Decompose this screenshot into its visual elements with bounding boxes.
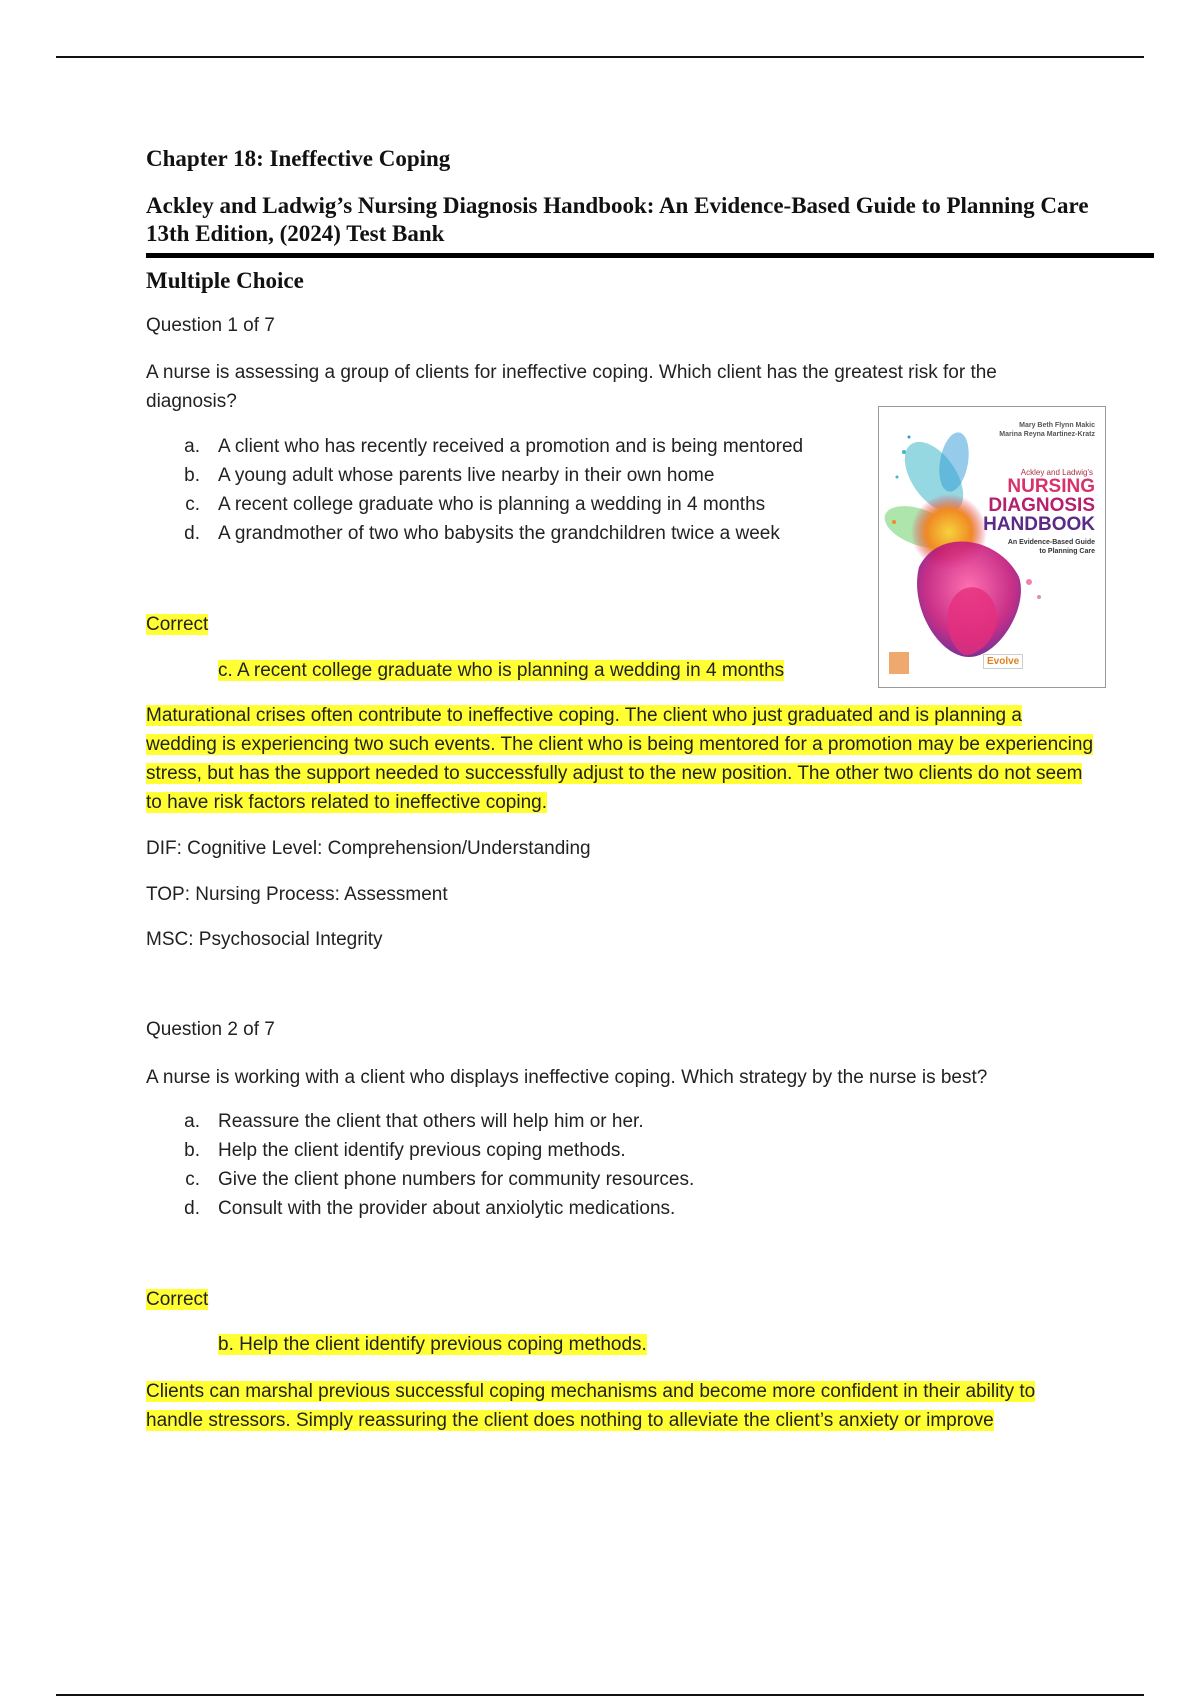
- option-text: A young adult whose parents live nearby in their own home: [218, 465, 715, 486]
- chapter-title: Chapter 18: Ineffective Coping: [146, 146, 451, 171]
- option-text: Help the client identify previous coping methods.: [218, 1140, 626, 1161]
- title-divider: [146, 253, 1154, 258]
- cover-series: Ackley and Ladwig's: [1020, 468, 1093, 477]
- question-1-stem: A nurse is assessing a group of clients for ineffective coping. Which client has the greatest risk for the diagnosis?: [146, 362, 997, 412]
- option-d: [146, 1194, 694, 1223]
- cover-subtitle-line-2: to Planning Care: [1039, 548, 1095, 555]
- rationale: [146, 701, 1096, 817]
- question-2-label: Question 2 of 7: [146, 1019, 275, 1040]
- cover-title-line-3: HANDBOOK: [983, 514, 1095, 535]
- cover-author-1: Mary Beth Flynn Makic: [1019, 422, 1095, 429]
- cover-title-line-2: DIAGNOSIS: [988, 495, 1095, 516]
- option-text: A grandmother of two who babysits the grandchildren twice a week: [218, 523, 780, 544]
- difficulty-meta: DIF: Cognitive Level: Comprehension/Understanding: [146, 838, 591, 859]
- option-a: [146, 432, 803, 461]
- option-letter: c.: [185, 494, 200, 515]
- cover-evolve-badge: Evolve: [983, 654, 1023, 669]
- cover-subtitle-line-1: An Evidence-Based Guide: [1007, 539, 1095, 546]
- correct-answer: [218, 1334, 647, 1356]
- option-letter: a.: [184, 1111, 200, 1132]
- category-meta: MSC: Psychosocial Integrity: [146, 929, 383, 950]
- rationale: [146, 1377, 1096, 1435]
- option-a: [146, 1107, 694, 1136]
- publisher-logo-icon: [889, 652, 909, 674]
- book-title: Ackley and Ladwig’s Nursing Diagnosis Handbook: An Evidence-Based Guide to Planning Care 13th Edition, (2024) Test Bank: [146, 193, 1089, 246]
- question-2-stem: A nurse is working with a client who displays ineffective coping. Which strategy by the nurse is best?: [146, 1067, 988, 1088]
- cover-title-line-1: NURSING: [1007, 476, 1095, 497]
- section-title: Multiple Choice: [146, 268, 304, 293]
- question-1-label: Question 1 of 7: [146, 315, 275, 336]
- topic-meta: TOP: Nursing Process: Assessment: [146, 884, 448, 905]
- rationale-text: Clients can marshal previous successful coping mechanisms and become more confident in their ability to handle stressors. Simply reassuring the client does nothing to alleviate the client’s anxiety or improve: [146, 1381, 1036, 1431]
- question-2-options: [146, 1107, 694, 1223]
- question-1-options: [146, 432, 803, 548]
- cover-authors: [999, 421, 1095, 439]
- correct-label: [146, 614, 208, 636]
- option-text: A client who has recently received a promotion and is being mentored: [218, 436, 804, 457]
- option-text: Give the client phone numbers for community resources.: [218, 1169, 695, 1190]
- option-letter: b.: [184, 465, 200, 486]
- correct-label-text: Correct: [146, 614, 209, 635]
- option-c: [146, 1165, 694, 1194]
- option-letter: a.: [184, 436, 200, 457]
- option-letter: c.: [185, 1169, 200, 1190]
- option-text: Reassure the client that others will help him or her.: [218, 1111, 644, 1132]
- option-letter: d.: [184, 1198, 200, 1219]
- option-letter: b.: [184, 1140, 200, 1161]
- option-letter: d.: [184, 523, 200, 544]
- option-b: [146, 461, 803, 490]
- correct-answer: [218, 660, 784, 682]
- option-text: A recent college graduate who is planning a wedding in 4 months: [218, 494, 766, 515]
- cover-title: [983, 477, 1095, 534]
- correct-label-text: Correct: [146, 1289, 209, 1310]
- bottom-rule: [56, 1694, 1144, 1696]
- cover-author-2: Marina Reyna Martinez-Kratz: [999, 431, 1095, 438]
- option-d: [146, 519, 803, 548]
- book-cover-image: [878, 406, 1106, 688]
- correct-answer-text: c. A recent college graduate who is planning a wedding in 4 months: [218, 660, 785, 681]
- option-c: [146, 490, 803, 519]
- correct-answer-text: b. Help the client identify previous coping methods.: [218, 1334, 647, 1355]
- option-b: [146, 1136, 694, 1165]
- correct-label: [146, 1289, 208, 1311]
- rationale-text: Maturational crises often contribute to ineffective coping. The client who just graduated and is planning a wedding is experiencing two such events. The client who is being mentored for a promotion may be experiencing stress, but has the support needed to successfully adjust to the new position. The other two clients do not seem to have risk factors related to ineffective coping.: [146, 705, 1094, 813]
- top-rule: [56, 56, 1144, 58]
- option-text: Consult with the provider about anxiolytic medications.: [218, 1198, 676, 1219]
- cover-subtitle: [1008, 538, 1095, 556]
